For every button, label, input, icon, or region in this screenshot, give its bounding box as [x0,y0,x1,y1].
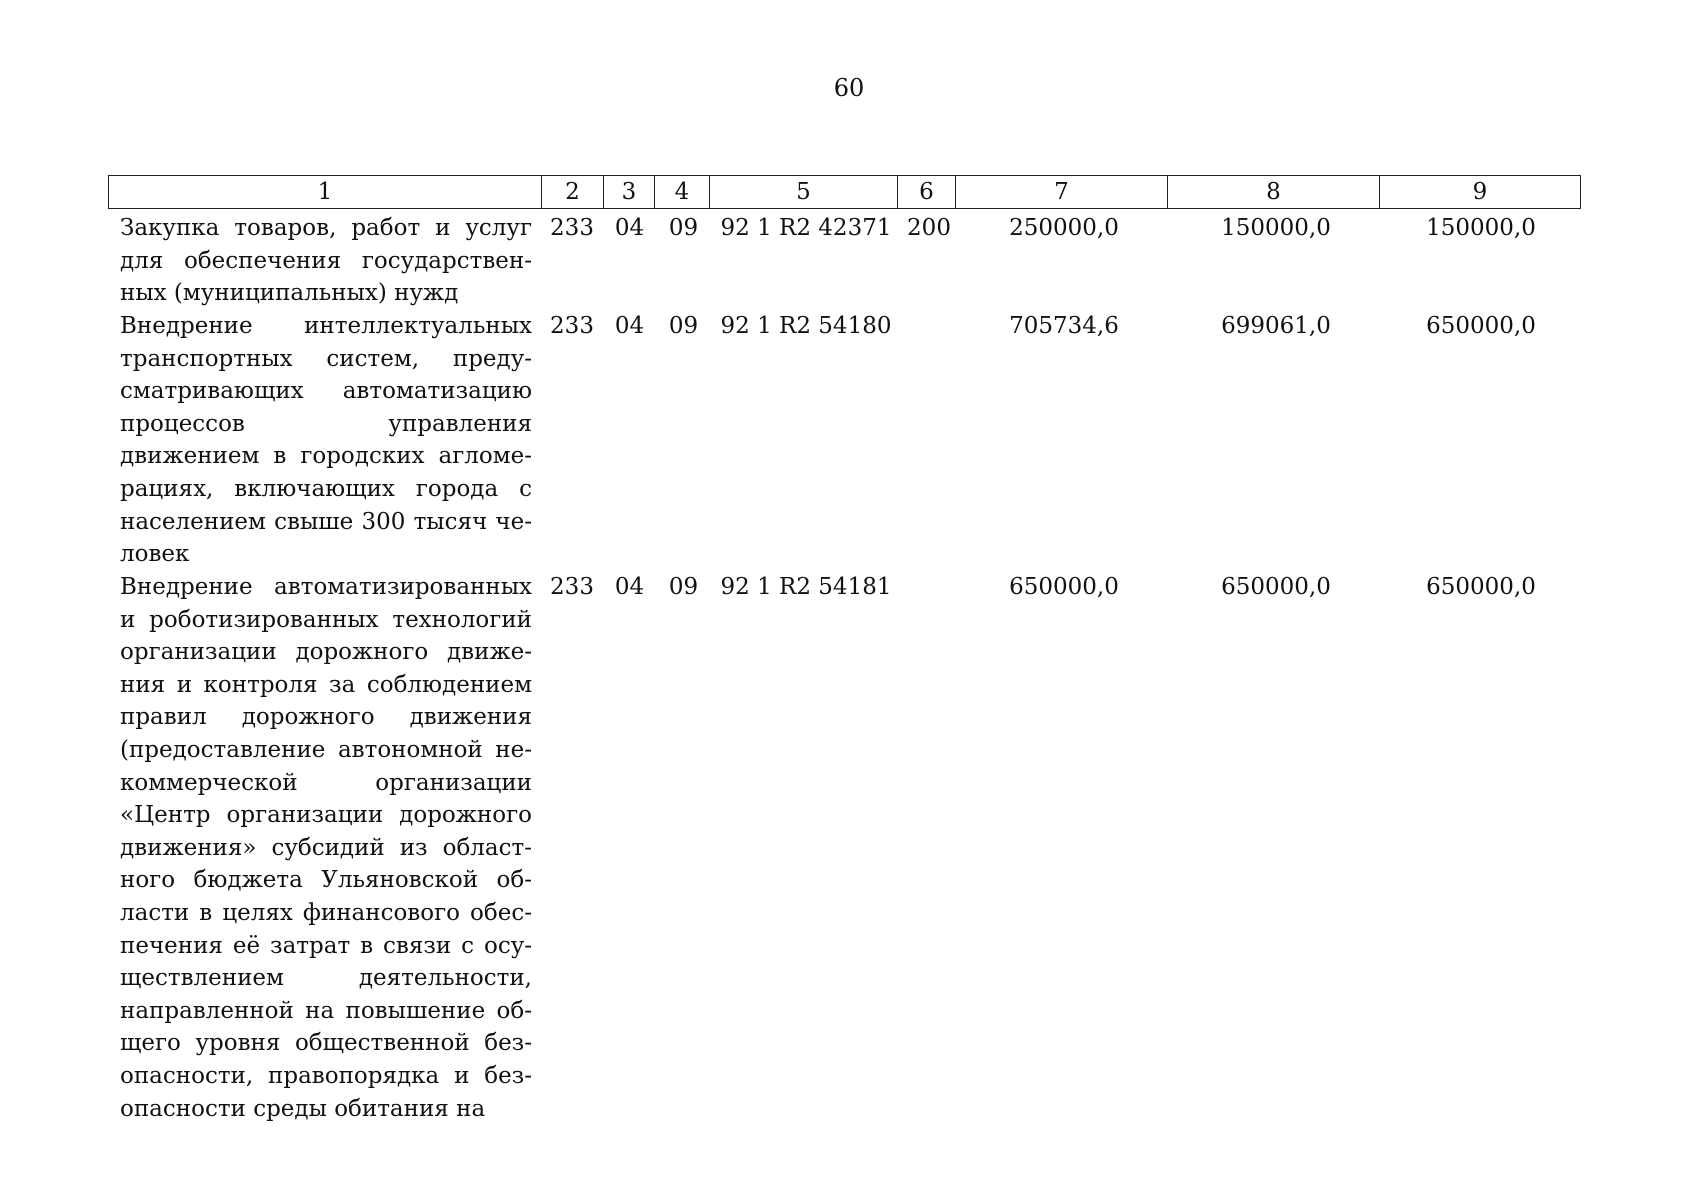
cell-column-3: 04 [614,574,645,600]
column-header: 7 [956,176,1168,209]
cell-column-2: 233 [550,215,594,241]
column-header-row [109,176,1581,209]
description-line: Внедрение интеллектуальных [120,313,532,339]
cell-column-4: 09 [668,215,699,241]
cell-column-3: 04 [614,313,645,339]
description-line: ществлением деятельности, [120,965,532,992]
description-line: Внедрение автоматизированных [120,574,532,600]
row-description [120,571,532,1125]
cell-column-7: 650000,0 [1009,574,1119,600]
cell-column-9: 650000,0 [1426,574,1536,600]
cell-column-9: 650000,0 [1426,313,1536,339]
column-header-table [108,175,1581,209]
description-line: ных (муниципальных) нужд [120,280,459,307]
cell-column-9: 150000,0 [1426,215,1536,241]
description-line: опасности среды обитания на [120,1095,486,1122]
row-description [120,310,532,571]
cell-column-7: 705734,6 [1009,313,1119,339]
description-line: опасности, правопорядка и без- [120,1062,532,1089]
description-line: движения» субсидий из област- [120,834,532,861]
cell-column-4: 09 [668,574,699,600]
description-line: коммерческой организации [120,769,532,796]
column-header: 1 [109,176,542,209]
column-header: 8 [1168,176,1380,209]
column-header: 4 [655,176,710,209]
cell-column-5: 92 1 R2 54181 [720,574,892,600]
description-line: ловек [120,541,190,568]
row-description [120,212,532,310]
description-line: организации дорожного движе- [120,639,532,666]
description-line: ния и контроля за соблюдением [120,671,532,698]
description-line: правил дорожного движения [120,704,532,731]
description-line: сматривающих автоматизацию [120,378,532,405]
description-line: направленной на повышение об- [120,997,532,1024]
column-header: 5 [710,176,898,209]
cell-column-6: 200 [907,215,951,241]
cell-column-7: 250000,0 [1009,215,1119,241]
description-line: рациях, включающих города с [120,475,532,502]
cell-column-8: 650000,0 [1221,574,1331,600]
cell-column-3: 04 [614,215,645,241]
page-number: 60 [833,74,865,102]
cell-column-8: 150000,0 [1221,215,1331,241]
cell-column-4: 09 [668,313,699,339]
cell-column-5: 92 1 R2 42371 [720,215,892,241]
description-line: щего уровня общественной без- [120,1030,532,1057]
column-header: 2 [542,176,604,209]
description-line: ласти в целях финансового обес- [120,899,532,926]
description-line: движением в городских агломе- [120,443,532,470]
cell-column-5: 92 1 R2 54180 [720,313,892,339]
column-header: 6 [898,176,956,209]
description-line: транспортных систем, преду- [120,345,532,372]
description-line: и роботизированных технологий [120,606,532,633]
description-line: населением свыше 300 тысяч че- [120,508,532,535]
description-line: печения её затрат в связи с осу- [120,932,532,959]
description-line: для обеспечения государствен- [120,247,532,274]
column-header: 3 [604,176,655,209]
description-line: «Центр организации дорожного [120,802,532,829]
cell-column-2: 233 [550,313,594,339]
column-header: 9 [1380,176,1581,209]
description-line: (предоставление автономной не- [120,736,532,763]
cell-column-8: 699061,0 [1221,313,1331,339]
description-line: ного бюджета Ульяновской об- [120,867,532,894]
description-line: процессов управления [120,410,532,437]
cell-column-2: 233 [550,574,594,600]
description-line: Закупка товаров, работ и услуг [120,215,532,241]
